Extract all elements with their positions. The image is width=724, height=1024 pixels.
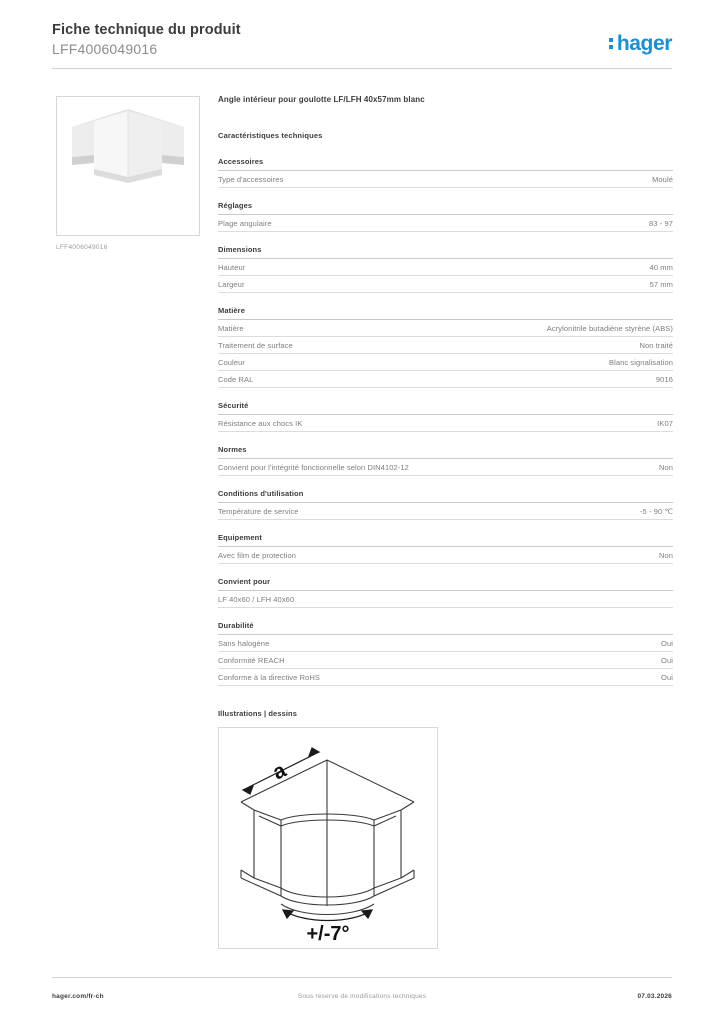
spec-row-label: Avec film de protection: [218, 551, 297, 560]
angle-tolerance-label: +/-7°: [306, 923, 350, 945]
spec-row-value: Oui: [661, 673, 673, 682]
spec-row: [218, 171, 673, 188]
spec-row-value: 40 mm: [649, 263, 673, 272]
spec-row-value: 9016: [655, 375, 673, 384]
spec-row-label: Traitement de surface: [218, 341, 293, 350]
spec-section: [218, 306, 673, 388]
product-thumbnail-frame: [56, 96, 200, 236]
spec-row: [218, 276, 673, 293]
spec-section: [218, 157, 673, 188]
illustration-frame: [218, 727, 438, 949]
spec-row: [218, 547, 673, 564]
spec-row-label: Résistance aux chocs IK: [218, 419, 303, 428]
page-header: [52, 22, 672, 68]
product-reference: LFF4006049016: [52, 41, 158, 57]
spec-row: [218, 503, 673, 520]
spec-row-value: 83 - 97: [648, 219, 673, 228]
spec-row-value: Oui: [661, 639, 673, 648]
spec-row-value: Non: [658, 551, 673, 560]
spec-row-label: Code RAL: [218, 375, 254, 384]
spec-section-title: Normes: [218, 445, 673, 459]
spec-row-value: Blanc signalisation: [608, 358, 673, 367]
spec-row: [218, 354, 673, 371]
spec-section: [218, 201, 673, 232]
logo-wordmark: hager: [616, 31, 672, 55]
page-footer: [52, 993, 672, 1000]
spec-section-title: Réglages: [218, 201, 673, 215]
spec-section: [218, 445, 673, 476]
spec-section: [218, 577, 673, 608]
spec-row-label: Couleur: [218, 358, 245, 367]
product-photo-icon: [64, 105, 192, 197]
spec-section-title: Equipement: [218, 533, 673, 547]
spec-row-label: Convient pour l'intégrité fonctionnelle selon DIN4102-12: [218, 463, 409, 472]
page-title: Fiche technique du produit: [52, 22, 241, 38]
spec-row-label: Matière: [218, 324, 244, 333]
spec-row: [218, 669, 673, 686]
spec-row-value: 57 mm: [649, 280, 673, 289]
spec-section-title: Matière: [218, 306, 673, 320]
spec-row-value: IK07: [657, 419, 673, 428]
footer-website[interactable]: hager.com/fr-ch: [52, 993, 104, 1000]
spec-row: [218, 371, 673, 388]
spec-row: [218, 635, 673, 652]
spec-row-value: Acrylonitrile butadiène styrène (ABS): [546, 324, 673, 333]
spec-section: [218, 401, 673, 432]
spec-row-label: Largeur: [218, 280, 245, 289]
spec-row-label: Conforme à la directive RoHS: [218, 673, 321, 682]
thumbnail-caption: LFF4006049016: [56, 244, 108, 251]
spec-row-label: LF 40x60 / LFH 40x60: [218, 595, 295, 604]
spec-section-title: Accessoires: [218, 157, 673, 171]
spec-section: [218, 489, 673, 520]
spec-row-value: Moulé: [652, 175, 673, 184]
spec-section-title: Sécurité: [218, 401, 673, 415]
spec-section-title: Durabilité: [218, 621, 673, 635]
illustration-heading: Illustrations | dessins: [218, 709, 298, 718]
spec-row: [218, 320, 673, 337]
spec-section: [218, 621, 673, 686]
spec-row: [218, 591, 673, 608]
dimension-label-a: a: [269, 758, 290, 785]
product-name: Angle intérieur pour goulotte LF/LFH 40x57mm blanc: [218, 95, 425, 104]
spec-section: [218, 533, 673, 564]
spec-row: [218, 259, 673, 276]
spec-row-label: Type d'accessoires: [218, 175, 284, 184]
footer-divider: [52, 977, 672, 978]
spec-row-label: Conformité REACH: [218, 656, 285, 665]
product-thumbnail-block: [56, 96, 202, 251]
spec-section-title: Convient pour: [218, 577, 673, 591]
logo-dots-icon: [609, 38, 613, 49]
spec-row-value: Non: [658, 463, 673, 472]
footer-disclaimer: Sous réserve de modifications techniques: [297, 993, 427, 1000]
spec-section-title: Dimensions: [218, 245, 673, 259]
spec-row-label: Plage angulaire: [218, 219, 272, 228]
spec-table-heading: Caractéristiques techniques: [218, 131, 323, 140]
spec-row: [218, 652, 673, 669]
spec-row: [218, 215, 673, 232]
technical-drawing-icon: [219, 728, 437, 948]
spec-section: [218, 245, 673, 293]
spec-row-label: Hauteur: [218, 263, 246, 272]
hager-logo: [609, 32, 672, 54]
spec-row-value: -5 - 90 ℃: [639, 507, 673, 516]
spec-row-label: Température de service: [218, 507, 299, 516]
spec-sections: [218, 157, 673, 686]
header-divider: [52, 68, 672, 69]
spec-row: [218, 459, 673, 476]
spec-content: [218, 94, 673, 949]
spec-row-value: Oui: [661, 656, 673, 665]
footer-date: 07.03.2026: [637, 993, 672, 1000]
spec-row-label: Sans halogène: [218, 639, 270, 648]
spec-row-value: Non traité: [639, 341, 673, 350]
spec-row: [218, 415, 673, 432]
spec-section-title: Conditions d'utilisation: [218, 489, 673, 503]
spec-row: [218, 337, 673, 354]
